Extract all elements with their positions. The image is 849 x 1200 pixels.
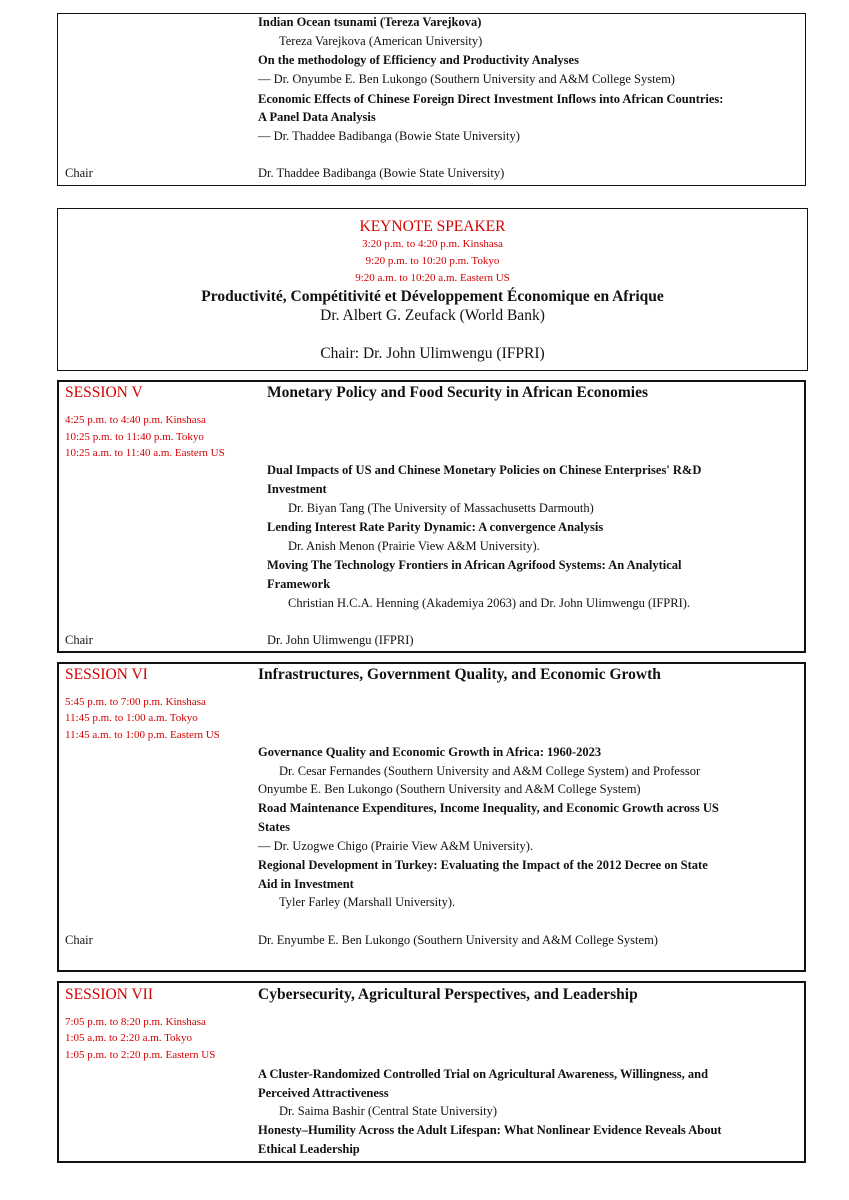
keynote-time: 9:20 a.m. to 10:20 a.m. Eastern US — [355, 272, 510, 284]
paper-title: States — [258, 820, 290, 834]
session-title: Monetary Policy and Food Security in African Economies — [267, 384, 649, 401]
paper-author: Christian H.C.A. Henning (Akademiya 2063) and Dr. John Ulimwengu (IFPRI). — [288, 596, 691, 610]
paper-author: — Dr. Thaddee Badibanga (Bowie State University) — [258, 129, 520, 143]
session-label: SESSION VI — [65, 666, 148, 683]
paper-title: Framework — [267, 577, 331, 591]
paper-author: Dr. Biyan Tang (The University of Massachusetts Darmouth) — [288, 501, 594, 515]
paper-title: Governance Quality and Economic Growth in Africa: 1960-2023 — [258, 745, 602, 759]
session-time: 1:05 a.m. to 2:20 a.m. Tokyo — [65, 1032, 193, 1044]
paper-title: Indian Ocean tsunami (Tereza Varejkova) — [258, 15, 482, 29]
session-time: 11:45 a.m. to 1:00 p.m. Eastern US — [65, 729, 220, 741]
session-time: 5:45 p.m. to 7:00 p.m. Kinshasa — [65, 696, 206, 708]
paper-author: Tyler Farley (Marshall University). — [279, 895, 456, 909]
keynote-time: 3:20 p.m. to 4:20 p.m. Kinshasa — [362, 238, 503, 250]
session-time: 11:45 p.m. to 1:00 a.m. Tokyo — [65, 712, 198, 724]
paper-title: Lending Interest Rate Parity Dynamic: A convergence Analysis — [267, 520, 604, 534]
chair-name: Dr. Enyumbe E. Ben Lukongo (Southern University and A&M College System) — [258, 933, 658, 947]
paper-author: Dr. Cesar Fernandes (Southern University and A&M College System) and Professor — [279, 764, 701, 778]
paper-author: — Dr. Onyumbe E. Ben Lukongo (Southern University and A&M College System) — [258, 72, 675, 86]
paper-title: Honesty–Humility Across the Adult Lifespan: What Nonlinear Evidence Reveals About — [258, 1123, 722, 1137]
session-title: Cybersecurity, Agricultural Perspectives, and Leadership — [258, 986, 638, 1003]
paper-title: Regional Development in Turkey: Evaluating the Impact of the 2012 Decree on State — [258, 858, 708, 872]
paper-title: Dual Impacts of US and Chinese Monetary Policies on Chinese Enterprises' R&D — [267, 463, 702, 477]
chair-name: Dr. Thaddee Badibanga (Bowie State University) — [258, 166, 505, 180]
paper-title: Economic Effects of Chinese Foreign Direct Investment Inflows into African Countries: — [258, 92, 724, 106]
paper-title: Investment — [267, 482, 327, 496]
keynote-chair: Chair: Dr. John Ulimwengu (IFPRI) — [320, 345, 545, 362]
keynote-time: 9:20 p.m. to 10:20 p.m. Tokyo — [365, 255, 500, 267]
chair-name: Dr. John Ulimwengu (IFPRI) — [267, 633, 414, 647]
session-label: SESSION V — [65, 384, 143, 401]
paper-author: Dr. Saima Bashir (Central State University) — [279, 1104, 498, 1118]
paper-author: — Dr. Uzogwe Chigo (Prairie View A&M University). — [258, 839, 534, 853]
session-time: 10:25 p.m. to 11:40 p.m. Tokyo — [65, 431, 204, 443]
chair-label: Chair — [65, 933, 93, 947]
session-label: SESSION VII — [65, 986, 153, 1003]
keynote-title: Productivité, Compétitivité et Développement Économique en Afrique — [201, 288, 664, 305]
paper-title: Road Maintenance Expenditures, Income Inequality, and Economic Growth across US — [258, 801, 719, 815]
paper-title: A Panel Data Analysis — [258, 110, 376, 124]
paper-title: Aid in Investment — [258, 877, 354, 891]
paper-author: Onyumbe E. Ben Lukongo (Southern University and A&M College System) — [258, 782, 641, 796]
paper-author: Dr. Anish Menon (Prairie View A&M University). — [288, 539, 540, 553]
session-time: 10:25 a.m. to 11:40 a.m. Eastern US — [65, 447, 225, 459]
paper-title: A Cluster-Randomized Controlled Trial on Agricultural Awareness, Willingness, and — [258, 1067, 709, 1081]
paper-author: Tereza Varejkova (American University) — [279, 34, 483, 48]
session-time: 1:05 p.m. to 2:20 p.m. Eastern US — [65, 1049, 216, 1061]
chair-label: Chair — [65, 633, 93, 647]
paper-title: Ethical Leadership — [258, 1142, 360, 1156]
keynote-heading: KEYNOTE SPEAKER — [359, 218, 506, 235]
keynote-speaker: Dr. Albert G. Zeufack (World Bank) — [320, 307, 545, 324]
paper-title: On the methodology of Efficiency and Productivity Analyses — [258, 53, 579, 67]
session-vi-box — [57, 662, 806, 972]
session-time: 7:05 p.m. to 8:20 p.m. Kinshasa — [65, 1016, 206, 1028]
keynote-box — [57, 208, 808, 371]
session-time: 4:25 p.m. to 4:40 p.m. Kinshasa — [65, 414, 206, 426]
paper-title: Perceived Attractiveness — [258, 1086, 389, 1100]
chair-label: Chair — [65, 166, 93, 180]
paper-title: Moving The Technology Frontiers in African Agrifood Systems: An Analytical — [267, 558, 682, 572]
session-title: Infrastructures, Government Quality, and Economic Growth — [258, 666, 661, 683]
